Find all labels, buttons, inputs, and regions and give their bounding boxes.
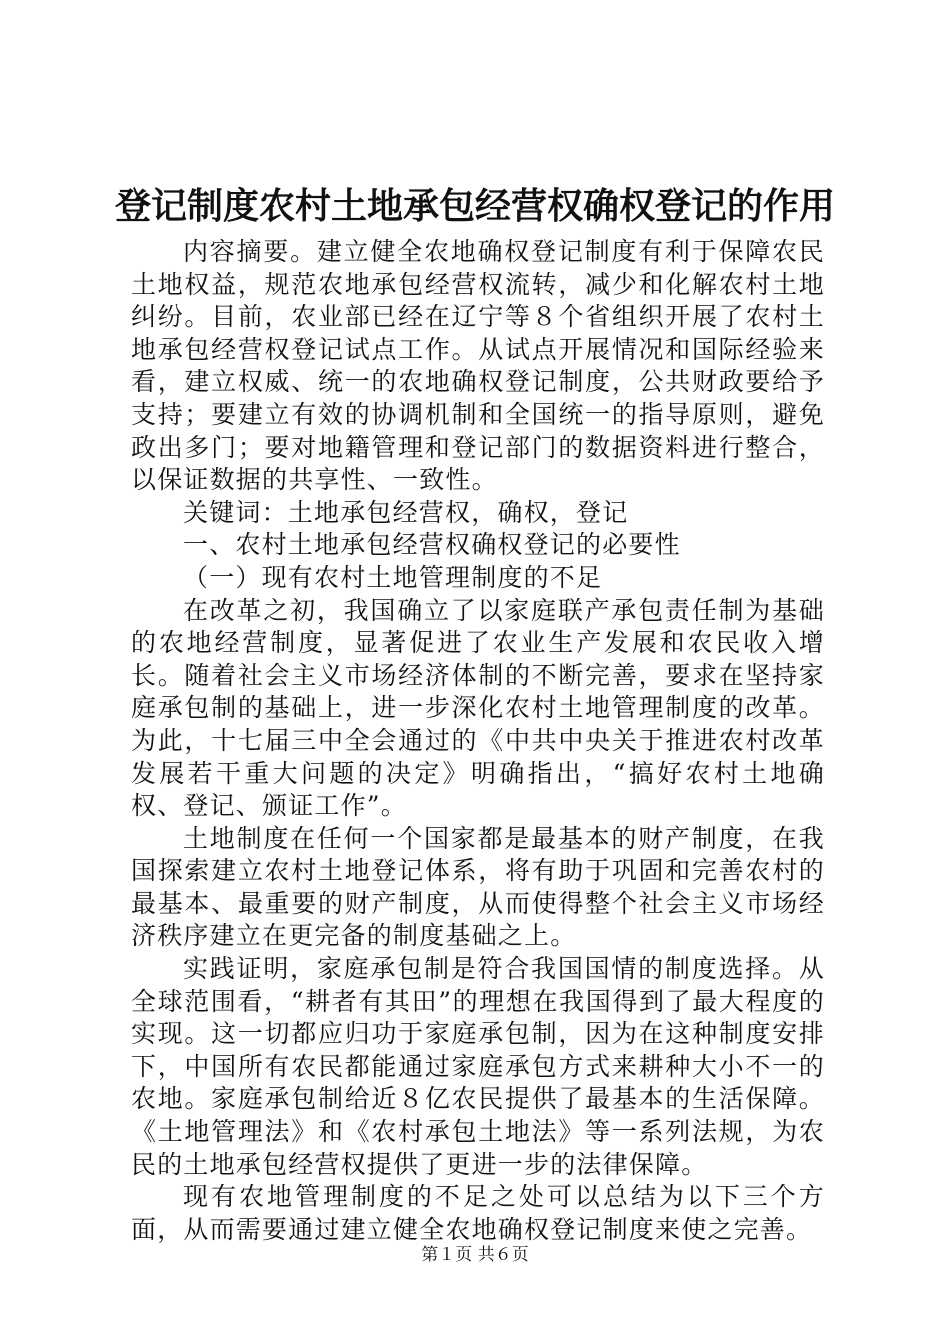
page-footer: 第１页 共６页 [421,1245,529,1265]
section-heading: 一、农村土地承包经营权确权登记的必要性 [183,530,681,560]
abstract-paragraph: 内容摘要。建立健全农地确权登记制度有利于保障农民土地权益，规范农地承包经营权流转，减少和化解农村土地纠纷。目前，农业部已经在辽宁等８个省组织开展了农村土地承包经营权登记试点工作。从试点开展情况和国际经验来看，建立权威、统一的农地确权登记制度，公共财政要给予支持；要建立有效的协调机制和全国统一的指导原则，避免政出多门；要对地籍管理和登记部门的数据资料进行整合，以保证数据的共享性、一致性。 [131,237,825,495]
body-paragraph: 土地制度在任何一个国家都是最基本的财产制度，在我国探索建立农村土地登记体系，将有助于巩固和完善农村的最基本、最重要的财产制度，从而使得整个社会主义市场经济秩序建立在更完备的制度基础之上。 [131,823,825,951]
document-body [131,236,825,1246]
body-paragraph: 在改革之初，我国确立了以家庭联产承包责任制为基础的农地经营制度，显著促进了农业生产发展和农民收入增长。随着社会主义市场经济体制的不断完善，要求在坚持家庭承包制的基础上，进一步深化农村土地管理制度的改革。为此，十七届三中全会通过的《中共中央关于推进农村改革发展若干重大问题的决定》明确指出，“搞好农村土地确权、登记、颁证工作”。 [131,595,825,821]
document-title: 登记制度农村土地承包经营权确权登记的作用 [114,186,835,227]
body-paragraph: 现有农地管理制度的不足之处可以总结为以下三个方面，从而需要通过建立健全农地确权登记制度来使之完善。 [131,1182,825,1244]
keywords-line: 关键词：土地承包经营权，确权，登记 [183,497,629,527]
subsection-heading: （一）现有农村土地管理制度的不足 [183,562,603,592]
body-paragraph: 实践证明，家庭承包制是符合我国国情的制度选择。从全球范围看，“耕者有其田”的理想在我国得到了最大程度的实现。这一切都应归功于家庭承包制，因为在这种制度安排下，中国所有农民都能通过家庭承包方式来耕种大小不一的农地。家庭承包制给近８亿农民提供了最基本的生活保障。《土地管理法》和《农村承包土地法》等一系列法规，为农民的土地承包经营权提供了更进一步的法律保障。 [131,954,825,1179]
